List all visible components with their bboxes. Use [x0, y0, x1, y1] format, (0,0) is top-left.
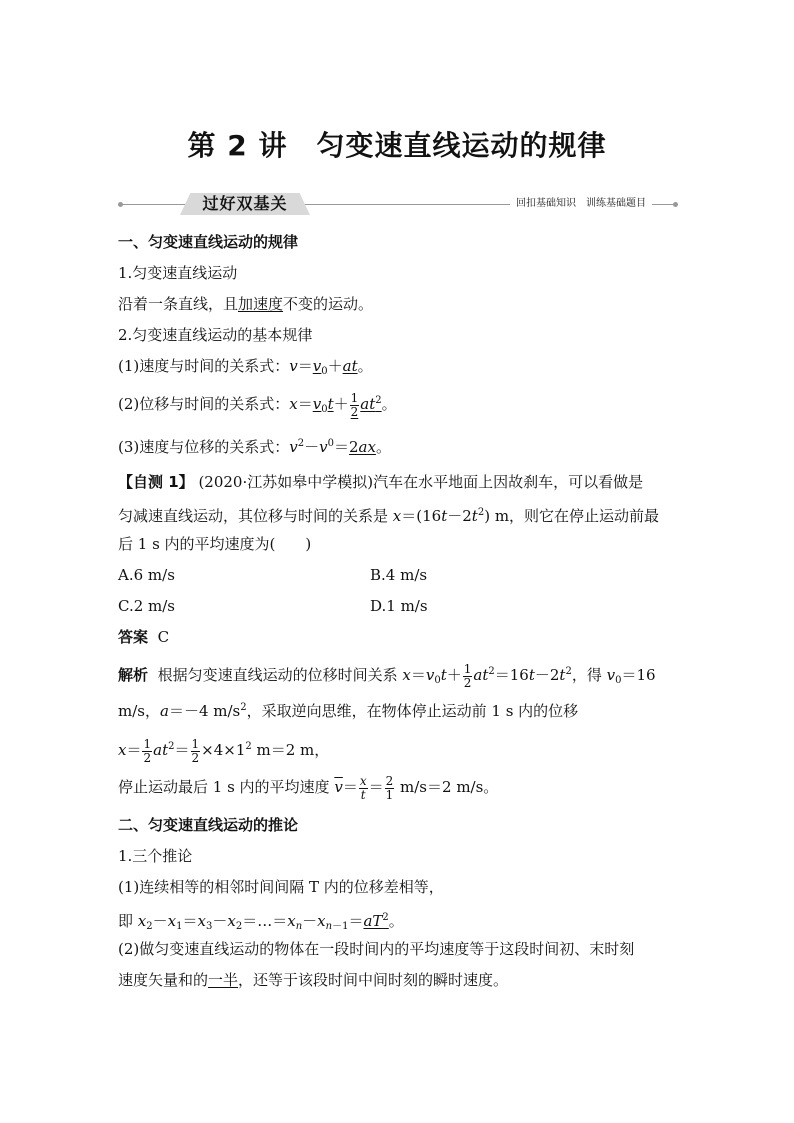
definition-keyword: 加速度	[238, 295, 284, 313]
formula-velocity-time: (1)速度与时间的关系式：$v=v_0+at$。	[118, 357, 373, 377]
answer-line	[118, 627, 169, 647]
inference-2-pre: 速度矢量和的	[118, 971, 209, 989]
quiz-text-2-post: m，则它在停止运动前最	[490, 507, 660, 525]
inference-2-post: ，还等于该段时间中间时刻的瞬时速度。	[238, 971, 509, 989]
banner-dot-left	[118, 202, 123, 207]
analysis-line-4: 停止运动最后 1 s 内的平均速度 $\overline{v}=$ $\frac{x}{t}$ ＝ $\frac{2}{1}$ m/s＝2 m/s。	[118, 773, 499, 802]
banner-dot-right	[673, 202, 678, 207]
option-c: C.2 m/s	[118, 597, 175, 615]
inference-1-formula: 即 $x_2-x_1=x_3-x_2=\dots=x_n-x_{n-1}=aT^2$。	[118, 912, 404, 932]
analysis-final-post: m/s＝2 m/s。	[395, 778, 499, 796]
analysis-line-3: x＝ $\frac{1}{2}$ $at^2=$ $\frac{1}{2}$ $\times 4\times 1^2$ m＝2 m，	[118, 736, 330, 765]
option-d: D.1 m/s	[370, 597, 428, 615]
analysis-text-1: 根据匀变速直线运动的位移时间关系	[157, 666, 403, 684]
sec1-sub1: 1.匀变速直线运动	[118, 264, 238, 282]
analysis-final-pre: 停止运动最后 1 s 内的平均速度	[118, 778, 330, 796]
quiz-text-1: (2020·江苏如皋中学模拟)汽车在水平地面上因故刹车，可以看做是	[198, 473, 644, 491]
inference-1: (1)连续相等的相邻时间间隔 T 内的位移差相等，	[118, 878, 444, 896]
option-a: A.6 m/s	[118, 566, 175, 584]
inference-1b-pre: 即	[118, 912, 138, 930]
formula1-label: (1)速度与时间的关系式：	[118, 357, 290, 375]
definition-post: 不变的运动。	[283, 295, 374, 313]
analysis-text-2-post: ，采取逆向思维，在物体停止运动前 1 s 内的位移	[246, 702, 579, 720]
section2-heading: 二、匀变速直线运动的推论	[118, 816, 299, 834]
quiz-line-1	[118, 472, 643, 492]
definition-line	[118, 294, 373, 314]
section-banner	[118, 193, 678, 217]
formula2-label: (2)位移与时间的关系式：	[118, 395, 290, 413]
sec1-sub2: 2.匀变速直线运动的基本规律	[118, 326, 313, 344]
lesson-title: 第 2 讲 匀变速直线运动的规律	[187, 129, 607, 162]
inference-2-line-1: (2)做匀变速直线运动的物体在一段时间内的平均速度等于这段时间初、末时刻	[118, 940, 635, 958]
analysis-text-2-pre: m/s，	[118, 702, 160, 720]
formula-velocity-displacement: (3)速度与位移的关系式：$v^2-v^0=2ax$。	[118, 438, 391, 456]
quiz-text-2-pre: 匀减速直线运动，其位移与时间的关系是	[118, 507, 393, 525]
quiz-line-3: 后 1 s 内的平均速度为( )	[118, 535, 312, 553]
section1-heading: 一、匀变速直线运动的规律	[118, 233, 299, 251]
formula3-label: (3)速度与位移的关系式：	[118, 438, 290, 456]
inference-2-line-2	[118, 970, 508, 990]
inference-2-keyword: 一半	[208, 971, 239, 989]
analysis-line-1: 解析 根据匀变速直线运动的位移时间关系 $x=v_0t+$ $\frac{1}{2}$ $at^2=16t-2t^2$，得 $v_0=16$	[118, 661, 656, 690]
banner-label: 过好双基关	[202, 194, 288, 213]
sec2-sub1: 1.三个推论	[118, 847, 193, 865]
analysis-label: 解析	[118, 666, 149, 684]
quiz-line-2: 匀减速直线运动，其位移与时间的关系是 $x=(16t-2t^2)$ m，则它在停止运动前最	[118, 507, 660, 525]
definition-pre: 沿着一条直线，且	[118, 295, 239, 313]
answer-label: 答案	[118, 628, 149, 646]
analysis-text-1-tail: ，得	[571, 666, 607, 684]
answer-value: C	[157, 628, 170, 646]
formula-displacement-time: (2)位移与时间的关系式：$x=v_0t+$ $\frac{1}{2}$ $at^2$。	[118, 390, 397, 419]
analysis-line-2: m/s，a＝－4 $m/s^2$，采取逆向思维，在物体停止运动前 1 s 内的位移	[118, 702, 579, 720]
option-b: B.4 m/s	[370, 566, 428, 584]
quiz-tag: 【自测 1】	[118, 473, 194, 491]
banner-subtitle: 回扣基础知识 训练基础题目	[510, 197, 652, 211]
